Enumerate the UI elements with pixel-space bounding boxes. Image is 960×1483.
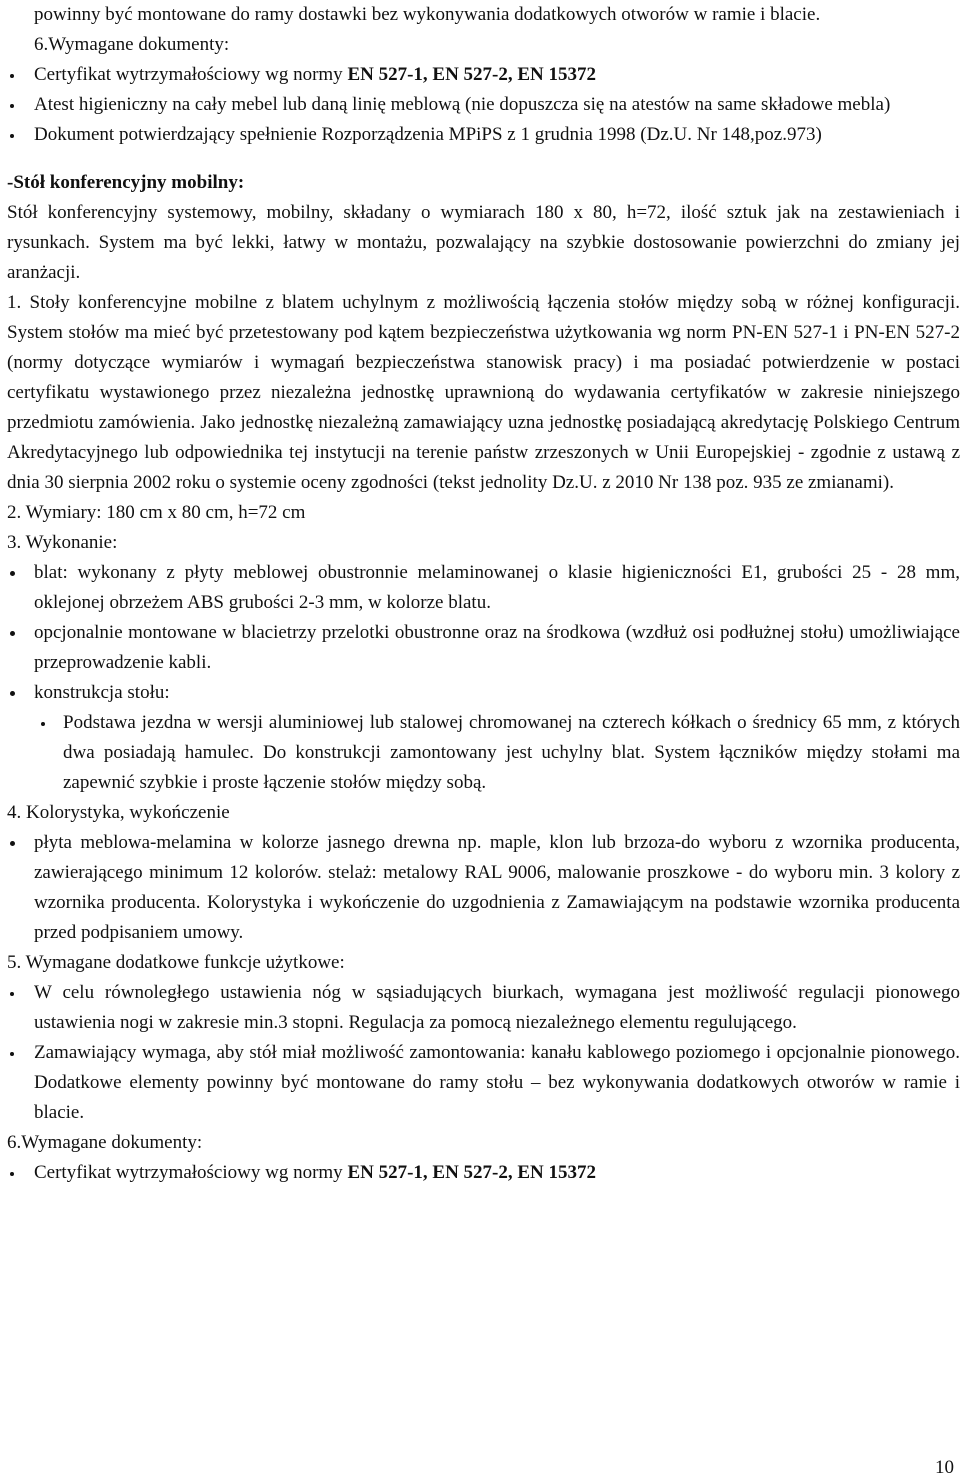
required-documents-heading: 6.Wymagane dokumenty: (34, 34, 230, 55)
sub-list-item: Podstawa jezdna w wersji aluminiowej lub stalowej chromowanej na czterech kółkach o średnicy 65 mm, z których dwa posiadają hamulec. Do konstrukcji zamontowany jest uchylny blat. System łączników między stołami ma zapewnić szybkie i proste łączenie stołów między sobą. (7, 708, 960, 798)
color-list (7, 828, 960, 948)
list-item: opcjonalnie montowane w blacietrzy przelotki obustronne oraz na środkowa (wzdłuż osi podłużnej stołu) umożliwiające przeprowadzenie kabli. (7, 618, 960, 678)
functions-list (7, 978, 960, 1128)
point-5: 5. Wymagane dodatkowe funkcje użytkowe: (7, 952, 345, 973)
execution-list (7, 558, 960, 798)
list-item: blat: wykonany z płyty meblowej obustronnie melaminowanej o klasie higieniczności E1, grubości 25 - 28 mm, oklejonej obrzeżem ABS grubości 2-3 mm, w kolorze blatu. (7, 558, 960, 618)
page-number: 10 (935, 1457, 954, 1478)
bullet-icon (10, 134, 14, 138)
bullet-icon (10, 74, 14, 78)
point-1: 1. Stoły konferencyjne mobilne z blatem uchylnym z możliwością łączenia stołów między sobą w różnej konfiguracji. System stołów ma mieć być przetestowany pod kątem bezpieczeństwa użytkowania wg norm PN-EN 527-1 i PN-EN 527-2 (normy dotyczące wymiarów i wymagań bezpieczeństwa stanowisk pracy) i ma posiadać potwierdzenie w postaci certyfikatu wystawionego przez niezależna jednostkę uprawnioną do wydawania certyfikatów w zakresie niniejszego przedmiotu zamówienia. Jako jednostkę niezależną zamawiający uzna jednostkę posiadającą akredytację Polskiego Centrum Akredytacyjnego lub odpowiednika tej instytucji na terenie państw zrzeszonych w Unii Europejskiej - zgodnie z ustawą z dnia 30 sierpnia 2002 roku o systemie oceny zgodności (tekst jednolity Dz.U. z 2010 Nr 138 poz. 935 ze zmianami). (7, 292, 960, 493)
documents-list (7, 60, 960, 150)
list-item: Certyfikat wytrzymałościowy wg normy EN 527-1, EN 527-2, EN 15372 (7, 60, 960, 90)
section-intro: Stół konferencyjny systemowy, mobilny, składany o wymiarach 180 x 80, h=72, ilość sztuk jak na zestawieniach i rysunkach. System ma być lekki, łatwy w montażu, pozwalający na szybkie dostosowanie powierzchni do zmiany jej aranżacji. (7, 202, 960, 283)
list-item: płyta meblowa-melamina w kolorze jasnego drewna np. maple, klon lub brzoza-do wyboru z wzornika producenta, zawierającego minimum 12 kolorów. stelaż: metalowy RAL 9006, malowanie proszkowe - do wyboru min. 3 kolory z wzornika producenta. Kolorystyka i wykończenie do uzgodnienia z Zamawiającym na podstawie wzornika producenta przed podpisaniem umowy. (7, 828, 960, 948)
list-item: Zamawiający wymaga, aby stół miał możliwość zamontowania: kanału kablowego poziomego i opcjonalnie pionowego. Dodatkowe elementy powinny być montowane do ramy stołu – bez wykonywania dodatkowych otworów w ramie i blacie. (7, 1038, 960, 1128)
list-item: W celu równoległego ustawienia nóg w sąsiadujących biurkach, wymagana jest możliwość regulacji pionowego ustawienia nogi w zakresie min.3 stopni. Regulacja za pomocą niezależnego elementu regulującego. (7, 978, 960, 1038)
list-item: Dokument potwierdzający spełnienie Rozporządzenia MPiPS z 1 grudnia 1998 (Dz.U. Nr 148,poz.973) (7, 120, 960, 150)
certificates-list (7, 1158, 960, 1188)
bullet-icon (10, 1052, 14, 1056)
document-page (7, 0, 960, 1188)
list-item: konstrukcja stołu: (7, 678, 960, 708)
point-2: 2. Wymiary: 180 cm x 80 cm, h=72 cm (7, 502, 306, 523)
section-title: -Stół konferencyjny mobilny: (7, 172, 245, 193)
bullet-icon (10, 691, 15, 696)
list-item: Certyfikat wytrzymałościowy wg normy EN 527-1, EN 527-2, EN 15372 (7, 1158, 960, 1188)
bullet-icon (10, 841, 15, 846)
bullet-icon (41, 722, 45, 726)
bullet-icon (10, 992, 14, 996)
point-4: 4. Kolorystyka, wykończenie (7, 802, 230, 823)
bullet-icon (10, 104, 14, 108)
list-item: Atest higieniczny na cały mebel lub daną linię meblową (nie dopuszcza się na atestów na same składowe mebla) (7, 90, 960, 120)
point-6: 6.Wymagane dokumenty: (7, 1132, 203, 1153)
bullet-icon (10, 631, 15, 636)
bullet-icon (10, 571, 15, 576)
point-3: 3. Wykonanie: (7, 532, 118, 553)
continuation-text: powinny być montowane do ramy dostawki bez wykonywania dodatkowych otworów w ramie i blacie. (34, 4, 821, 25)
bullet-icon (10, 1172, 14, 1176)
